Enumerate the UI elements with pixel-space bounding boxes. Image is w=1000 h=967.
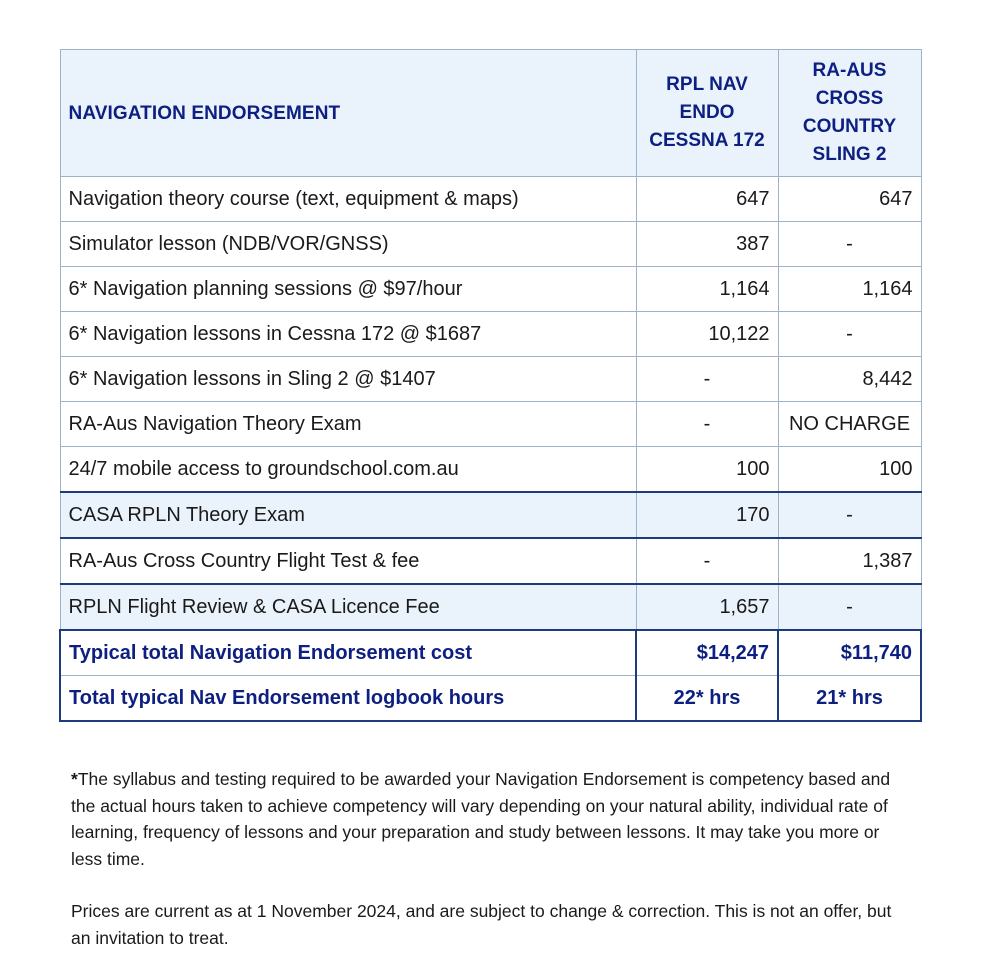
asterisk-marker: * (71, 769, 78, 789)
table-row (60, 402, 921, 447)
total-hours-raaus: 21* hrs (778, 676, 921, 722)
header-rpl-line: RPL NAV (666, 74, 748, 95)
row-raaus-value: - (778, 492, 921, 538)
row-rpl-value: 1,164 (636, 267, 778, 312)
row-item: Simulator lesson (NDB/VOR/GNSS) (60, 222, 636, 267)
header-rpl-nav-cessna (636, 50, 778, 177)
row-rpl-value: 647 (636, 177, 778, 222)
row-item: 6* Navigation planning sessions @ $97/hour (60, 267, 636, 312)
row-raaus-value: 1,387 (778, 538, 921, 584)
total-cost-raaus: $11,740 (778, 630, 921, 676)
table-row (60, 222, 921, 267)
row-item: 6* Navigation lessons in Sling 2 @ $1407 (60, 357, 636, 402)
header-label: NAVIGATION ENDORSEMENT (60, 50, 636, 177)
table-row (60, 584, 921, 630)
table-header-row (60, 50, 921, 177)
table-row (60, 177, 921, 222)
row-raaus-value: - (778, 312, 921, 357)
footnotes (71, 766, 911, 951)
table-row (60, 267, 921, 312)
total-cost-label: Typical total Navigation Endorsement cost (60, 630, 636, 676)
row-rpl-value: 10,122 (636, 312, 778, 357)
row-rpl-value: 387 (636, 222, 778, 267)
header-raaus-line: COUNTRY (802, 116, 897, 137)
total-hours-rpl: 22* hrs (636, 676, 778, 722)
header-raaus-line: CROSS (815, 88, 884, 109)
row-rpl-value: - (636, 402, 778, 447)
row-raaus-value: 1,164 (778, 267, 921, 312)
disclaimer-note (71, 766, 911, 872)
total-cost-rpl: $14,247 (636, 630, 778, 676)
header-raaus-line: RA-AUS (812, 60, 887, 81)
row-item: 6* Navigation lessons in Cessna 172 @ $1687 (60, 312, 636, 357)
row-raaus-value: 100 (778, 447, 921, 493)
total-cost-row (60, 630, 921, 676)
header-raaus-line: SLING 2 (812, 144, 887, 165)
pricing-table (59, 49, 922, 722)
row-raaus-value: 8,442 (778, 357, 921, 402)
row-rpl-value: 100 (636, 447, 778, 493)
row-raaus-value: 647 (778, 177, 921, 222)
row-item: RPLN Flight Review & CASA Licence Fee (60, 584, 636, 630)
header-raaus-sling (778, 50, 921, 177)
row-raaus-value: NO CHARGE (778, 402, 921, 447)
row-rpl-value: 170 (636, 492, 778, 538)
row-item: Navigation theory course (text, equipment & maps) (60, 177, 636, 222)
pricing-table-container (59, 49, 920, 722)
header-rpl-line: ENDO (679, 102, 735, 123)
table-row (60, 357, 921, 402)
row-item: 24/7 mobile access to groundschool.com.au (60, 447, 636, 493)
table-row (60, 312, 921, 357)
row-rpl-value: - (636, 538, 778, 584)
row-raaus-value: - (778, 222, 921, 267)
row-item: RA-Aus Cross Country Flight Test & fee (60, 538, 636, 584)
prices-note: Prices are current as at 1 November 2024, and are subject to change & correction. This is not an offer, but an invitation to treat. (71, 901, 892, 948)
total-hours-row (60, 676, 921, 722)
row-item: RA-Aus Navigation Theory Exam (60, 402, 636, 447)
row-raaus-value: - (778, 584, 921, 630)
row-item: CASA RPLN Theory Exam (60, 492, 636, 538)
total-hours-label: Total typical Nav Endorsement logbook hours (60, 676, 636, 722)
row-rpl-value: 1,657 (636, 584, 778, 630)
table-row (60, 492, 921, 538)
table-row (60, 447, 921, 493)
disclaimer-text: The syllabus and testing required to be awarded your Navigation Endorsement is competency based and the actual hours taken to achieve competency will vary depending on your natural ability, individual rate of learning, frequency of lessons and your preparation and study between lessons. It may take you more or less time. (71, 769, 891, 869)
table-row (60, 538, 921, 584)
header-rpl-line: CESSNA 172 (649, 130, 765, 151)
row-rpl-value: - (636, 357, 778, 402)
